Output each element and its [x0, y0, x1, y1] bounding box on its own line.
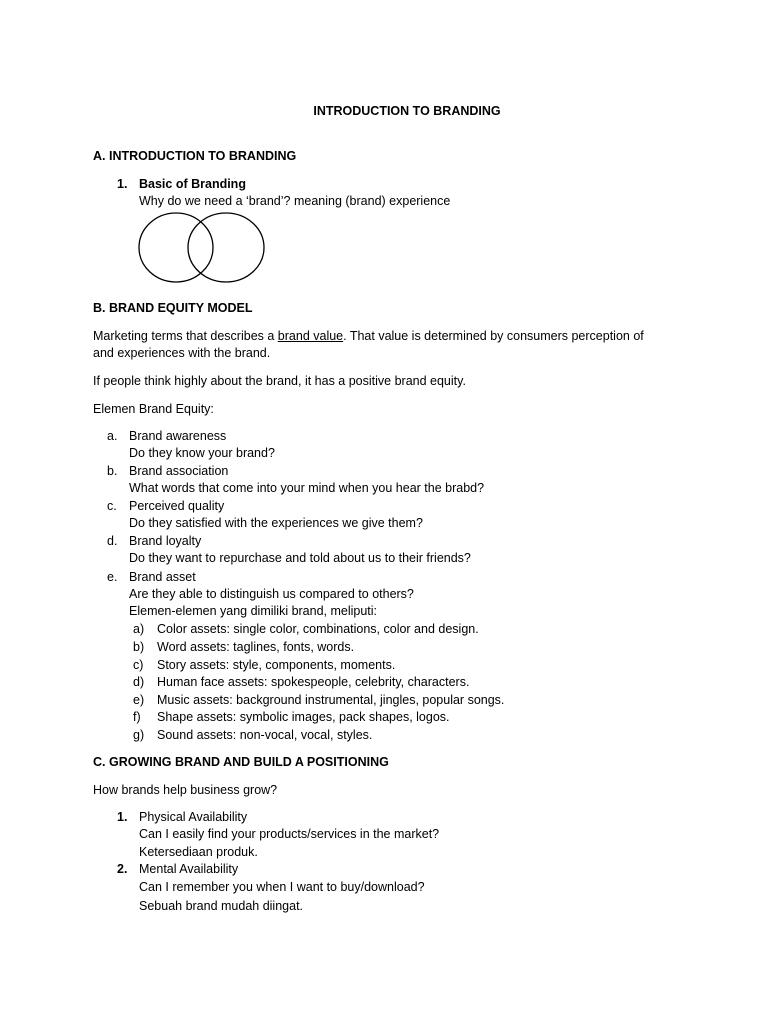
asset-marker: f)	[133, 710, 141, 724]
asset-marker: b)	[133, 640, 145, 654]
elemen-label: Elemen Brand Equity:	[93, 402, 214, 416]
section-a-text-post: meaning (brand) experience	[290, 194, 451, 208]
asset-item: Shape assets: symbolic images, pack shapes, logos.	[157, 710, 450, 724]
list-item-title: Brand awareness	[129, 429, 227, 443]
section-c-item-title: Physical Availability	[139, 810, 248, 824]
asset-item: Music assets: background instrumental, jingles, popular songs.	[157, 693, 505, 707]
asset-marker: g)	[133, 728, 145, 742]
asset-item: Sound assets: non-vocal, vocal, styles.	[157, 728, 373, 742]
list-marker: c.	[107, 499, 117, 513]
venn-diagram	[138, 212, 270, 284]
section-c-item-line: Sebuah brand mudah diingat.	[139, 899, 304, 913]
list-marker: a.	[107, 429, 118, 443]
list-item-desc: Are they able to distinguish us compared to others?	[129, 587, 414, 601]
list-item-desc: Do they know your brand?	[129, 446, 275, 460]
asset-item: Human face assets: spokespeople, celebrity, characters.	[157, 675, 470, 689]
list-item-desc: Do they satisfied with the experiences we give them?	[129, 516, 423, 530]
section-a-heading: A. INTRODUCTION TO BRANDING	[93, 149, 297, 163]
section-c-item-line: Ketersediaan produk.	[139, 845, 258, 859]
section-a-item-title: Basic of Branding	[139, 177, 246, 191]
asset-marker: d)	[133, 675, 145, 689]
section-c-item-number: 2.	[117, 862, 128, 876]
list-marker: d.	[107, 534, 118, 548]
list-item-desc: What words that come into your mind when you hear the brabd?	[129, 481, 485, 495]
para1-text-post: . That value is determined by consumers perception of	[343, 329, 644, 343]
asset-item: Color assets: single color, combinations, color and design.	[157, 622, 479, 636]
asset-marker: a)	[133, 622, 145, 636]
section-a-text-quote: ‘brand’?	[246, 194, 291, 208]
para1-text-pre: Marketing terms that describes a	[93, 329, 278, 343]
brand-value-link: brand value	[277, 329, 344, 343]
venn-circle-right	[188, 213, 264, 282]
list-item-title: Brand asset	[129, 570, 196, 584]
document-title: INTRODUCTION TO BRANDING	[313, 104, 501, 118]
section-b-paragraph-2: If people think highly about the brand, it has a positive brand equity.	[93, 374, 466, 388]
list-item-desc-2: Elemen-elemen yang dimiliki brand, meliputi:	[129, 604, 378, 618]
section-a-text-pre: Why do we need a	[139, 194, 247, 208]
asset-marker: e)	[133, 693, 145, 707]
section-c-item-title: Mental Availability	[139, 862, 239, 876]
section-a-item-text	[139, 193, 450, 209]
list-marker: b.	[107, 464, 118, 478]
asset-item: Story assets: style, components, moments.	[157, 658, 396, 672]
section-c-item-line: Can I easily find your products/services in the market?	[139, 827, 440, 841]
asset-marker: c)	[133, 658, 144, 672]
list-marker: e.	[107, 570, 118, 584]
section-a-item-number: 1.	[117, 177, 128, 191]
list-item-title: Brand association	[129, 464, 229, 478]
list-item-title: Brand loyalty	[129, 534, 202, 548]
section-b-heading: B. BRAND EQUITY MODEL	[93, 301, 253, 315]
list-item-title: Perceived quality	[129, 499, 225, 513]
list-item-desc: Do they want to repurchase and told about us to their friends?	[129, 551, 471, 565]
venn-circle-left	[139, 213, 213, 282]
section-c-item-line: Can I remember you when I want to buy/download?	[139, 880, 425, 894]
section-c-question: How brands help business grow?	[93, 783, 278, 797]
asset-item: Word assets: taglines, fonts, words.	[157, 640, 355, 654]
section-b-paragraph-1	[93, 328, 644, 344]
section-c-item-number: 1.	[117, 810, 128, 824]
section-c-heading: C. GROWING BRAND AND BUILD A POSITIONING	[93, 755, 389, 769]
section-b-paragraph-1-line-2: and experiences with the brand.	[93, 346, 271, 360]
